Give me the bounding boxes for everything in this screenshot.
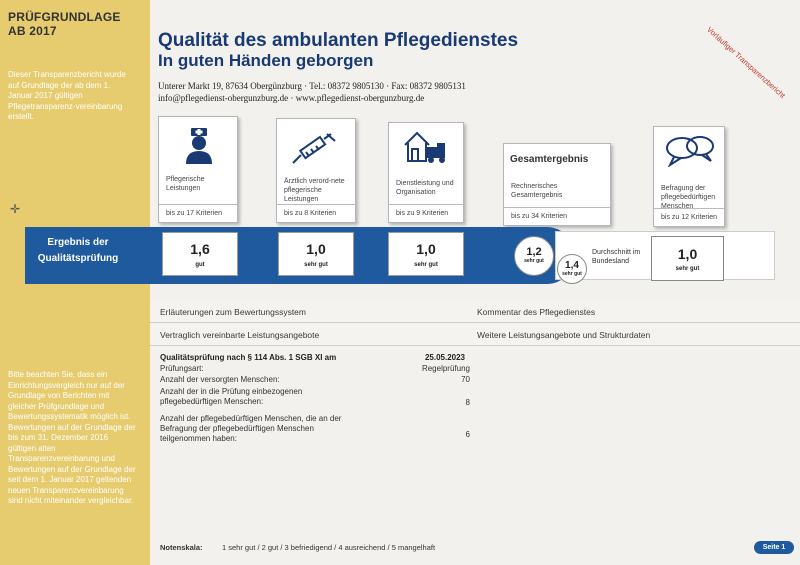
grade-word: sehr gut <box>414 262 438 268</box>
average-label: Durchschnitt im Bundesland <box>592 249 641 265</box>
detail-row <box>160 375 470 387</box>
card-label: Ärztlich verord-nete pflegerische Leistungen <box>284 178 345 203</box>
grade-survey <box>651 236 724 281</box>
page-subtitle: In guten Händen geborgen <box>158 51 374 70</box>
grade-value: 1,0 <box>306 241 326 257</box>
nurse-icon <box>183 127 215 165</box>
sidebar-note: Dieser Transparenzbericht wurde auf Grundlage der ab dem 1. Januar 2017 gültigen Pflegetransparenz-vereinbarung erstellt. <box>8 70 126 121</box>
result-label: Ergebnis der Qualitätsprüfung <box>37 237 119 264</box>
link-row-2 <box>150 324 800 346</box>
grade-scale: 1 sehr gut / 2 gut / 3 befriedigend / 4 ausreichend / 5 mangelhaft <box>222 543 436 552</box>
detail-value: Regelprüfung <box>421 364 470 373</box>
link-provider-comment[interactable]: Kommentar des Pflegedienstes <box>477 307 596 317</box>
overall-value: 1,2 <box>526 246 542 258</box>
national-word: sehr gut <box>562 271 582 277</box>
detail-label: Anzahl der versorgten Menschen: <box>160 375 280 384</box>
card-medical[interactable] <box>276 118 356 223</box>
crosshair-icon: ✛ <box>10 202 21 216</box>
link-rating-explanation[interactable]: Erläuterungen zum Bewertungssystem <box>160 307 306 317</box>
card-survey[interactable] <box>653 126 725 227</box>
detail-row <box>160 364 470 375</box>
card-label: Befragung der pflegebedürftigen Menschen <box>661 185 716 210</box>
inspection-details <box>160 353 470 446</box>
card-criteria: bis zu 9 Kriterien <box>389 204 463 222</box>
detail-label: Prüfungsart: <box>160 364 204 373</box>
link-row-1 <box>150 301 800 323</box>
detail-value: 6 <box>465 430 470 439</box>
card-criteria: bis zu 8 Kriterien <box>277 204 355 222</box>
card-label: Rechnerisches Gesamtergebnis <box>511 183 563 199</box>
overall-grade-circle <box>514 236 554 276</box>
sidebar-title-line2: AB 2017 <box>8 24 57 38</box>
page-indicator[interactable]: Seite 1 <box>754 541 794 554</box>
grade-service <box>388 232 464 276</box>
detail-row <box>160 414 470 446</box>
house-car-icon <box>403 129 449 165</box>
grade-word: sehr gut <box>304 262 328 268</box>
detail-label: Anzahl der in die Prüfung einbezogenen pflegebedürftigen Menschen: <box>160 387 303 406</box>
card-criteria: bis zu 34 Kriterien <box>504 207 610 225</box>
link-further-services[interactable]: Weitere Leistungsangebote und Strukturdaten <box>477 330 651 340</box>
sidebar-comparison-note: Bitte beachten Sie, dass ein Einrichtungsvergleich nur auf der Grundlage von Berichten mit gleicher Prüfgrundlage und Bewertungssystematik möglich ist. Bewertungen auf der Grundlage der bis zum 31. Dezember 2016 gültigen alten Transparenzvereinbarung und Bewertungen auf der Grundlage der seit dem 1. Januar 2017 geltenden neuen Transparenzvereinbarung sind nicht miteinander vergleichbar. <box>8 370 136 505</box>
card-nursing[interactable] <box>158 116 238 223</box>
grade-value: 1,0 <box>677 246 698 262</box>
card-title: Gesamtergebnis <box>510 154 589 165</box>
card-label: Pflegerische Leistungen <box>166 176 205 192</box>
grade-medical <box>278 232 354 276</box>
details-heading: Qualitätsprüfung nach § 114 Abs. 1 SGB XI am <box>160 353 337 362</box>
sidebar-title-line1: PRÜFGRUNDLAGE <box>8 10 121 24</box>
detail-value: 8 <box>465 398 470 407</box>
card-overall[interactable] <box>503 143 611 226</box>
address: Unterer Markt 19, 87634 Obergünzburg · Tel.: 08372 9805130 · Fax: 08372 9805131 <box>158 81 466 91</box>
details-heading-row <box>160 353 470 364</box>
link-contracted-services[interactable]: Vertraglich vereinbarte Leistungsangebote <box>160 330 320 340</box>
syringe-icon <box>291 133 339 165</box>
grade-value: 1,6 <box>190 241 210 257</box>
card-criteria: bis zu 17 Kriterien <box>159 204 237 222</box>
grade-value: 1,0 <box>416 241 436 257</box>
grade-nursing <box>162 232 238 276</box>
inspection-date: 25.05.2023 <box>424 353 465 362</box>
page-title: Qualität des ambulanten Pflegedienstes <box>158 30 519 51</box>
national-average-circle <box>557 254 587 284</box>
detail-value: 70 <box>461 375 470 384</box>
overall-word: sehr gut <box>524 258 544 264</box>
card-label: Dienstleistung und Organisation <box>396 180 454 196</box>
detail-row <box>160 387 470 414</box>
speech-bubbles-icon <box>664 135 716 167</box>
national-value: 1,4 <box>565 260 579 271</box>
contact-block <box>158 80 466 104</box>
grade-word: sehr gut <box>675 266 700 272</box>
detail-label: Anzahl der pflegebedürftigen Menschen, die an der Befragung der pflegebedürftigen Menschen teilgenommen haben: <box>160 414 342 443</box>
preliminary-stamp: Vorläufiger Transparenzbericht <box>705 24 788 101</box>
scale-label: Notenskala: <box>160 543 203 552</box>
grade-word: gut <box>195 262 205 268</box>
contact-line: info@pflegedienst-obergunzburg.de · www.pflegedienst-obergunzburg.de <box>158 93 425 103</box>
card-criteria: bis zu 12 Kriterien <box>654 208 724 226</box>
card-service[interactable] <box>388 122 464 223</box>
